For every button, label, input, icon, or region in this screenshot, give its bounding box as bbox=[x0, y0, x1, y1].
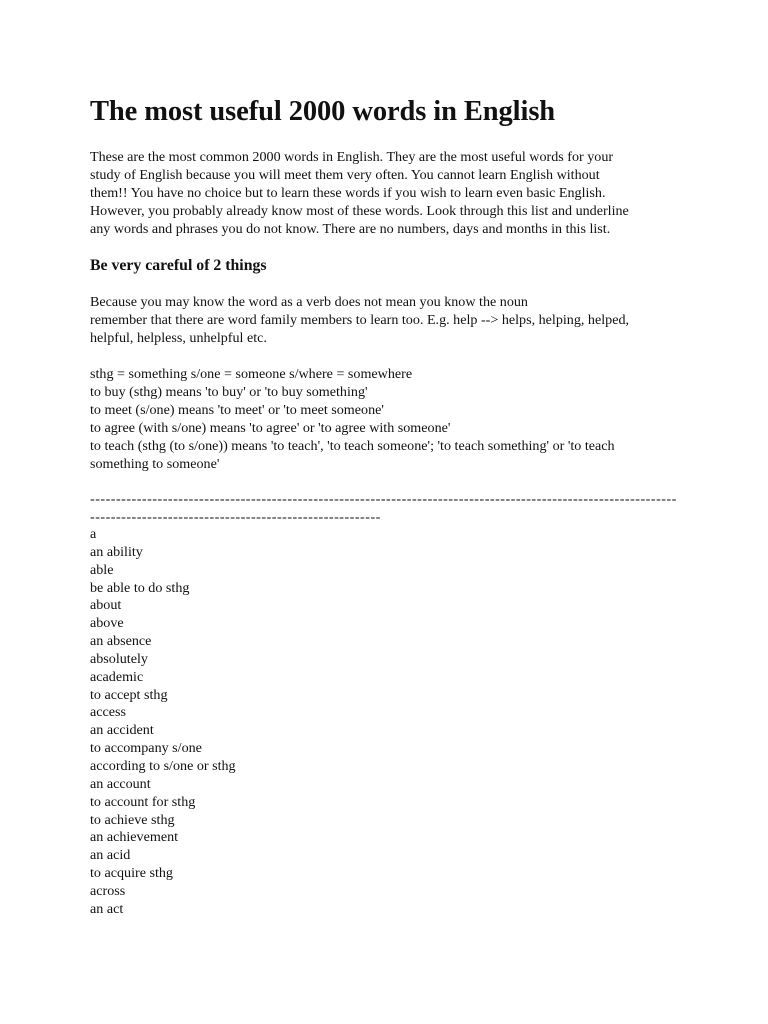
careful-line: remember that there are word family members to learn too. E.g. help --> helps, helping, helped, bbox=[90, 312, 630, 328]
abbreviation-line: to buy (sthg) means 'to buy' or 'to buy something' bbox=[90, 384, 368, 400]
word-item: to accept sthg bbox=[90, 686, 168, 703]
word-item: an achievement bbox=[90, 829, 179, 846]
word-item: to account for sthg bbox=[90, 793, 196, 810]
careful-paragraph bbox=[90, 293, 680, 347]
word-item: an ability bbox=[90, 543, 143, 560]
abbreviation-line: sthg = something s/one = someone s/where = somewhere bbox=[90, 366, 413, 382]
word-item: above bbox=[90, 615, 124, 632]
careful-line: Because you may know the word as a verb does not mean you know the noun bbox=[90, 294, 528, 310]
word-item: to achieve sthg bbox=[90, 811, 175, 828]
word-item: access bbox=[90, 704, 126, 721]
intro-line: them!! You have no choice but to learn these words if you wish to learn even basic English. bbox=[90, 185, 606, 201]
word-item: to accompany s/one bbox=[90, 740, 202, 757]
word-item: academic bbox=[90, 668, 144, 685]
word-item: about bbox=[90, 597, 122, 614]
document-page bbox=[90, 94, 680, 919]
section-heading: Be very careful of 2 things bbox=[90, 257, 267, 274]
intro-line: However, you probably already know most of these words. Look through this list and underline bbox=[90, 203, 629, 219]
document-title: The most useful 2000 words in English bbox=[90, 96, 556, 127]
word-item: according to s/one or sthg bbox=[90, 757, 236, 774]
abbreviations-paragraph bbox=[90, 365, 680, 473]
word-item: an acid bbox=[90, 847, 131, 864]
word-list bbox=[90, 526, 680, 919]
word-item: absolutely bbox=[90, 650, 148, 667]
word-item: an absence bbox=[90, 633, 152, 650]
word-item: a bbox=[90, 526, 97, 542]
intro-paragraph bbox=[90, 148, 680, 238]
intro-line: any words and phrases you do not know. There are no numbers, days and months in this list. bbox=[90, 221, 611, 237]
abbreviation-line: to teach (sthg (to s/one)) means 'to teach', 'to teach someone'; 'to teach something' or 'to teach bbox=[90, 438, 615, 454]
intro-line: study of English because you will meet them very often. You cannot learn English without bbox=[90, 167, 600, 183]
word-item: be able to do sthg bbox=[90, 579, 190, 596]
word-item: an act bbox=[90, 900, 124, 917]
intro-line: These are the most common 2000 words in English. They are the most useful words for your bbox=[90, 149, 614, 165]
abbreviation-line: to meet (s/one) means 'to meet' or 'to meet someone' bbox=[90, 402, 384, 418]
word-item: able bbox=[90, 561, 114, 578]
abbreviation-line: to agree (with s/one) means 'to agree' or 'to agree with someone' bbox=[90, 420, 451, 436]
abbreviation-line: something to someone' bbox=[90, 456, 220, 472]
dashed-separator: ------------------------------------------------------------------------------------------------------------------------------------------------------------------------- bbox=[90, 491, 677, 525]
word-item: an account bbox=[90, 775, 151, 792]
word-item: across bbox=[90, 882, 126, 899]
word-item: to acquire sthg bbox=[90, 865, 173, 882]
word-item: an accident bbox=[90, 722, 154, 739]
careful-line: helpful, helpless, unhelpful etc. bbox=[90, 330, 267, 346]
